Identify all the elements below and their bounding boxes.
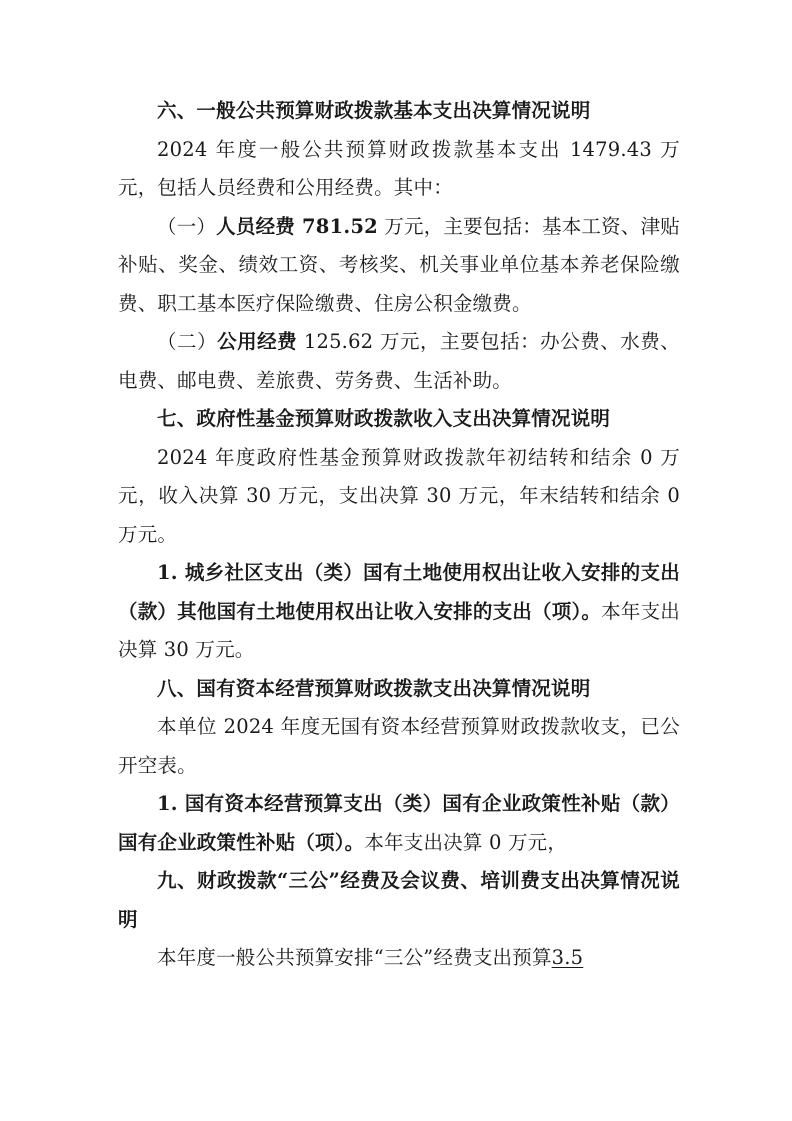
document-body [118, 92, 680, 978]
section-eight-paragraph: 本单位 2024 年度无国有资本经营预算财政拨款收支，已公开空表。 [118, 715, 680, 777]
item-part-prefix: （一） [157, 214, 217, 238]
section-seven-item-land [118, 554, 680, 670]
section-seven-heading: 七、政府性基金预算财政拨款收入支出决算情况说明 [157, 407, 611, 430]
item-part-bold: 1. 城乡社区支出（类）国有土地使用权出让收入安排的支出（款）其他国有土地使用权出让收入安排的支出（项）。 [118, 561, 680, 623]
item-part-prefix: （二） [157, 330, 218, 353]
section-eight-heading: 八、国有资本经营预算财政拨款支出决算情况说明 [157, 676, 591, 700]
section-six-item-personnel [118, 208, 680, 324]
item-part-bold: 人员经费 781.52 [216, 214, 378, 238]
item-part-rest: 本年支出决算 30 万元。 [118, 599, 680, 661]
item-part-rest: 本年支出决算 0 万元， [364, 830, 568, 854]
item-part-rest: 125.62 万元，主要包括：办公费、水费、电费、邮电费、差旅费、劳务费、生活补助。 [118, 330, 680, 392]
section-six-heading: 六、一般公共预算财政拨款基本支出决算情况说明 [157, 99, 591, 122]
item-part-bold: 1. 国有资本经营预算支出（类）国有企业政策性补贴（款）国有企业政策性补贴（项）。 [118, 792, 680, 854]
section-eight-item-subsidy [118, 785, 680, 862]
item-part-bold: 公用经费 [217, 330, 298, 353]
section-nine-heading: 九、财政拨款“三公”经费及会议费、培训费支出决算情况说明 [118, 869, 680, 931]
budget-value-underlined: 3.5 [551, 946, 584, 969]
section-six-item-public [118, 323, 680, 400]
item-part-rest: 万元，主要包括：基本工资、津贴补贴、奖金、绩效工资、考核奖、机关事业单位基本养老保险缴费、职工基本医疗保险缴费、住房公积金缴费。 [118, 214, 680, 315]
section-seven-paragraph: 2024 年度政府性基金预算财政拨款年初结转和结余 0 万元，收入决算 30 万元，支出决算 30 万元，年末结转和结余 0 万元。 [118, 445, 680, 546]
paragraph-text: 本年度一般公共预算安排“三公”经费支出预算 [157, 946, 552, 969]
section-nine-paragraph [118, 939, 680, 978]
section-six-paragraph: 2024 年度一般公共预算财政拨款基本支出 1479.43 万元，包括人员经费和公用经费。其中： [118, 137, 680, 199]
